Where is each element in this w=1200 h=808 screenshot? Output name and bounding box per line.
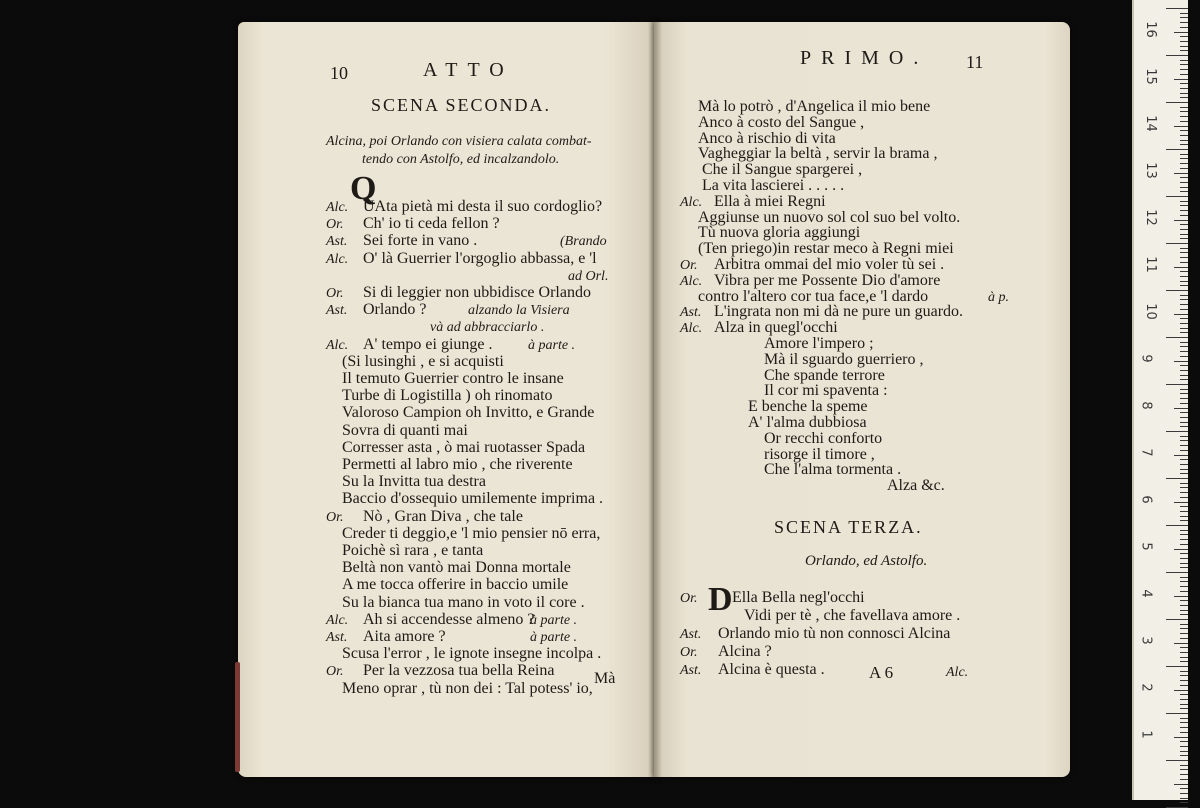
ruler-tick (1180, 304, 1188, 305)
ruler-number: 4 (1138, 589, 1154, 598)
ruler-tick (1180, 116, 1188, 117)
drop-cap: D (708, 581, 733, 618)
stage-direction: tendo con Astolfo, ed incalzandolo. (362, 152, 560, 167)
catchword: Mà (594, 670, 616, 687)
ruler-tick (1180, 224, 1188, 225)
ruler-tick (1180, 187, 1188, 188)
ruler-tick (1180, 17, 1188, 18)
ruler-tick (1180, 370, 1188, 371)
ruler-tick (1180, 450, 1188, 451)
ruler-tick (1180, 83, 1188, 84)
ruler-number: 3 (1138, 636, 1154, 645)
ruler-tick (1166, 243, 1188, 244)
ruler-tick (1180, 248, 1188, 249)
ruler-tick (1180, 765, 1188, 766)
ruler-tick (1174, 267, 1188, 268)
ruler-tick (1180, 36, 1188, 37)
verse-line: Baccio d'ossequio umilemente imprima . (342, 490, 604, 508)
ruler-tick (1180, 135, 1188, 136)
ruler-tick (1166, 55, 1188, 56)
right-page (654, 22, 1070, 777)
ruler-tick (1180, 403, 1188, 404)
ruler-tick (1180, 295, 1188, 296)
verse-line: Turbe di Logistilla ) oh rinomato (342, 387, 553, 405)
ruler-tick (1180, 506, 1188, 507)
speaker-label: Alc. (326, 612, 349, 628)
ruler-tick (1166, 196, 1188, 197)
verse-line: Alza &c. (887, 477, 945, 495)
ruler-tick (1180, 412, 1188, 413)
ruler-tick (1180, 708, 1188, 709)
speaker-label: Or. (680, 645, 698, 660)
ruler-tick (1180, 539, 1188, 540)
ruler-tick (1180, 661, 1188, 662)
ruler-number: 6 (1138, 495, 1154, 504)
ruler-tick (1180, 276, 1188, 277)
ruler-tick (1180, 722, 1188, 723)
ruler-tick (1180, 356, 1188, 357)
ruler-tick (1180, 177, 1188, 178)
ruler-tick (1180, 614, 1188, 615)
ruler-tick (1180, 389, 1188, 390)
ruler-tick (1180, 605, 1188, 606)
verse-line: (Si lusinghi , e si acquisti (342, 352, 504, 370)
speaker-label: Ast. (326, 234, 348, 250)
speaker-label: Ast. (326, 303, 348, 319)
stage-note: à parte . (528, 337, 576, 353)
ruler-tick (1180, 210, 1188, 211)
verse-line: A' tempo ei giunge . (363, 335, 493, 353)
verse-line: UAta pietà mi desta il suo cordoglio? (363, 198, 603, 215)
ruler-tick (1180, 88, 1188, 89)
ruler-tick (1174, 737, 1188, 738)
ruler-tick (1180, 788, 1188, 789)
verse-line: Mà il sguardo guerriero , (764, 350, 924, 368)
speaker-label: Ast. (680, 663, 702, 678)
ruler-tick (1180, 271, 1188, 272)
ruler-tick (1180, 97, 1188, 98)
ruler-tick (1180, 111, 1188, 112)
verse-line: Aggiunse un nuovo sol col suo bel volto. (698, 208, 961, 226)
verse-line: Nò , Gran Diva , che tale (363, 507, 523, 525)
ruler-tick (1180, 205, 1188, 206)
ruler-tick (1180, 704, 1188, 705)
verse-line: risorge il timore , (764, 445, 875, 463)
page-number: 10 (330, 63, 348, 83)
verse-line: Su la bianca tua mano in voto il core . (342, 593, 585, 611)
verse-line: Per la vezzosa tua bella Reina (363, 662, 555, 680)
ruler-tick (1180, 802, 1188, 803)
ruler-tick (1166, 102, 1188, 103)
verse-line: Ch' io ti ceda fellon ? (363, 215, 500, 233)
speaker-label: Alc. (326, 337, 349, 353)
open-book (238, 22, 1070, 780)
ruler-tick (1180, 544, 1188, 545)
ruler-number: 15 (1142, 68, 1158, 85)
ruler-tick (1180, 144, 1188, 145)
verse-line: Vibra per me Possente Dio d'amore (714, 271, 941, 289)
ruler-number: 14 (1142, 115, 1158, 132)
stage-note: (Brando (560, 234, 607, 250)
ruler-number: 8 (1138, 401, 1154, 410)
ruler-tick (1180, 624, 1188, 625)
verse-line: Alza in quegl'occhi (714, 319, 838, 337)
speaker-label: Ast. (326, 630, 348, 645)
ruler-tick (1180, 675, 1188, 676)
verse-line: La vita lascierei . . . . . (702, 177, 845, 194)
speaker-label: Or. (680, 258, 698, 273)
ruler-tick (1180, 191, 1188, 192)
stage-direction: Alcina, poi Orlando con visiera calata combat- (326, 134, 592, 149)
verse-line: Arbitra ommai del mio voler tù sei . (714, 256, 945, 273)
ruler-number: 2 (1138, 683, 1154, 692)
ruler-tick (1166, 572, 1188, 573)
ruler-tick (1166, 713, 1188, 714)
ruler-tick (1180, 445, 1188, 446)
verse-line: Vidi per tè , che favellava amore . (744, 607, 961, 624)
ruler-tick (1180, 365, 1188, 366)
ruler-tick (1174, 173, 1188, 174)
verse-line: contro l'altero cor tua face,e 'l dardo (698, 287, 929, 305)
verse-line: Ella à miei Regni (714, 192, 826, 210)
ruler-tick (1180, 511, 1188, 512)
ruler-tick (1180, 779, 1188, 780)
ruler-tick (1180, 422, 1188, 423)
ruler-tick (1180, 440, 1188, 441)
ruler-tick (1180, 50, 1188, 51)
left-page (238, 22, 656, 777)
verse-line: Alcina ? (718, 643, 772, 660)
verse-line: Anco à rischio di vita (698, 129, 836, 147)
verse-line: Beltà non vantò mai Donna mortale (342, 559, 571, 577)
ruler-tick (1180, 13, 1188, 14)
verse-line: Si di leggier non ubbidisce Orlando (363, 284, 591, 301)
ruler-tick (1174, 690, 1188, 691)
speaker-label: Or. (680, 591, 698, 606)
ruler-tick (1180, 393, 1188, 394)
ruler-tick (1166, 337, 1188, 338)
ruler-tick (1174, 596, 1188, 597)
verse-line: Amore l'impero ; (764, 335, 874, 352)
ruler-tick (1180, 567, 1188, 568)
speaker-label: Ast. (680, 305, 702, 321)
ruler-tick (1180, 746, 1188, 747)
ruler-tick (1174, 220, 1188, 221)
ruler-tick (1174, 784, 1188, 785)
ruler-tick (1180, 516, 1188, 517)
ruler-tick (1166, 149, 1188, 150)
ruler-tick (1180, 492, 1188, 493)
verse-line: Orlando ? (363, 301, 427, 319)
speaker-label: Or. (326, 664, 344, 680)
ruler-tick (1180, 121, 1188, 122)
ruler-tick (1180, 755, 1188, 756)
ruler-tick (1180, 201, 1188, 202)
stage-note: à parte . (530, 612, 578, 628)
ruler-number: 9 (1138, 354, 1154, 363)
verse-line: Meno oprar , tù non dei : Tal potess' io, (342, 679, 593, 697)
ruler-tick (1174, 549, 1188, 550)
ruler-tick (1180, 591, 1188, 592)
ruler-tick (1180, 487, 1188, 488)
ruler-tick (1180, 633, 1188, 634)
stage-note: và ad abbracciarlo . (430, 320, 545, 336)
ruler-tick (1180, 520, 1188, 521)
running-head: PRIMO. (800, 47, 929, 69)
ruler-tick (1166, 619, 1188, 620)
ruler-tick (1180, 27, 1188, 28)
verse-line: Vagheggiar la beltà , servir la brama , (698, 145, 938, 163)
ruler-tick (1180, 234, 1188, 235)
ruler-tick (1180, 553, 1188, 554)
ruler-tick (1180, 534, 1188, 535)
ruler-tick (1174, 32, 1188, 33)
ruler-tick (1180, 798, 1188, 799)
book-gutter (648, 22, 662, 777)
verse-line: A me tocca offerire in baccio umile (342, 576, 569, 594)
ruler-tick (1174, 79, 1188, 80)
ruler-tick (1180, 163, 1188, 164)
verse-line: Permetti al labro mio , che riverente (342, 456, 573, 473)
ruler-tick (1180, 483, 1188, 484)
verse-line: Su la Invitta tua destra (342, 473, 486, 491)
ruler-tick (1180, 158, 1188, 159)
verse-line: Mà lo potrò , d'Angelica il mio bene (698, 98, 931, 115)
ruler-tick (1180, 140, 1188, 141)
ruler-tick (1180, 459, 1188, 460)
verse-line: L'ingrata non mi dà ne pure un guardo. (714, 303, 964, 321)
verse-line: Che il Sangue spargerei , (702, 161, 863, 179)
scene-persons: Orlando, ed Astolfo. (805, 553, 928, 569)
ruler-tick (1174, 643, 1188, 644)
ruler-tick (1180, 558, 1188, 559)
ruler-number: 10 (1142, 303, 1158, 320)
ruler-tick (1166, 760, 1188, 761)
verse-line: Che spande terrore (764, 366, 885, 384)
ruler-tick (1180, 774, 1188, 775)
verse-line: Scusa l'error , le ignote insegne incolpa . (342, 645, 602, 663)
ruler-tick (1166, 290, 1188, 291)
stage-note: à p. (988, 289, 1009, 305)
ruler-tick (1180, 563, 1188, 564)
ruler-tick (1180, 375, 1188, 376)
ruler-tick (1180, 647, 1188, 648)
ruler-tick (1180, 281, 1188, 282)
ruler-tick (1180, 46, 1188, 47)
ruler-tick (1180, 600, 1188, 601)
ruler-number: 5 (1138, 542, 1154, 551)
speaker-label: Or. (326, 217, 344, 233)
ruler-tick (1180, 323, 1188, 324)
ruler-tick (1180, 332, 1188, 333)
verse-line: E benche la speme (748, 398, 868, 416)
ruler-tick (1180, 74, 1188, 75)
ruler-tick (1180, 793, 1188, 794)
verse-line: Valoroso Campion oh Invitto, e Grande (342, 404, 595, 422)
ruler-tick (1180, 285, 1188, 286)
ruler-tick (1180, 69, 1188, 70)
ruler-tick (1174, 502, 1188, 503)
ruler-tick (1180, 22, 1188, 23)
ruler-tick (1180, 107, 1188, 108)
ruler-tick (1180, 379, 1188, 380)
speaker-label: Ast. (680, 627, 702, 642)
ruler-tick (1180, 741, 1188, 742)
ruler-tick (1180, 769, 1188, 770)
verse-line: Poichè sì rara , e tanta (342, 542, 484, 559)
speaker-label: Or. (326, 509, 344, 525)
running-head: ATTO (423, 59, 514, 81)
ruler-tick (1180, 154, 1188, 155)
ruler-tick (1180, 657, 1188, 658)
ruler-tick (1174, 408, 1188, 409)
ruler-tick (1166, 384, 1188, 385)
ruler-tick (1180, 694, 1188, 695)
speaker-label: Alc. (680, 273, 703, 289)
ruler-tick (1180, 469, 1188, 470)
ruler-tick (1180, 718, 1188, 719)
ruler-tick (1180, 638, 1188, 639)
scene-title: SCENA SECONDA. (371, 95, 552, 115)
ruler-number: 16 (1142, 21, 1158, 38)
ruler-tick (1180, 610, 1188, 611)
ruler-tick (1180, 671, 1188, 672)
ruler-tick (1180, 628, 1188, 629)
ruler-tick (1180, 309, 1188, 310)
ruler-number: 12 (1142, 209, 1158, 226)
verse-line: Tù nuova gloria aggiungi (698, 224, 861, 242)
ruler-tick (1180, 318, 1188, 319)
ruler-tick (1180, 342, 1188, 343)
ruler-tick (1180, 41, 1188, 42)
ruler-number: 13 (1142, 162, 1158, 179)
verse-line: Aita amore ? (363, 628, 446, 645)
drop-cap: Q (350, 170, 377, 207)
ruler-tick (1180, 680, 1188, 681)
ruler-tick (1180, 417, 1188, 418)
ruler-tick (1180, 586, 1188, 587)
ruler-tick (1180, 436, 1188, 437)
verse-line: Sei forte in vano . (363, 232, 478, 250)
ruler-tick (1180, 751, 1188, 752)
speaker-label: Alc. (680, 321, 703, 337)
verse-line: Alcina è questa . (718, 661, 825, 678)
ruler-tick (1180, 64, 1188, 65)
verse-line: Ah si accendesse almeno ? (363, 610, 535, 628)
ruler-tick (1180, 530, 1188, 531)
verse-line: Or recchi conforto (764, 429, 883, 447)
verse-line: Creder ti deggio,e 'l mio pensier nō erra, (342, 524, 601, 542)
signature-mark: A 6 (869, 663, 894, 682)
speaker-label: Alc. (326, 200, 349, 215)
verse-line: Corresser asta , ò mai ruotasser Spada (342, 438, 586, 456)
scene-title: SCENA TERZA. (774, 517, 923, 537)
ruler-tick (1180, 652, 1188, 653)
ruler-tick (1180, 346, 1188, 347)
ruler-tick (1166, 525, 1188, 526)
ruler-tick (1166, 478, 1188, 479)
ruler-tick (1166, 666, 1188, 667)
ruler-tick (1180, 238, 1188, 239)
ruler-tick (1180, 93, 1188, 94)
ruler-tick (1166, 431, 1188, 432)
speaker-label: Alc. (680, 194, 703, 210)
stage-note: alzando la Visiera (468, 303, 570, 319)
ruler-tick (1180, 182, 1188, 183)
ruler-tick (1180, 426, 1188, 427)
ruler-tick (1180, 685, 1188, 686)
ruler-tick (1180, 581, 1188, 582)
ruler-tick (1180, 168, 1188, 169)
ruler-number: 1 (1138, 730, 1154, 739)
ruler-tick (1174, 361, 1188, 362)
verse-line: A' l'alma dubbiosa (748, 414, 867, 431)
ruler-number: 7 (1138, 448, 1154, 457)
verse-line: Il temuto Guerrier contro le insane (342, 370, 564, 387)
ruler-number: 11 (1142, 256, 1158, 273)
page-number: 11 (966, 52, 984, 72)
speaker-label: Or. (326, 286, 344, 301)
ruler-tick (1180, 577, 1188, 578)
verse-line: O' là Guerrier l'orgoglio abbassa, e 'l (363, 249, 597, 267)
ruler-tick (1180, 351, 1188, 352)
speaker-label: Alc. (326, 251, 349, 267)
ruler-tick (1174, 126, 1188, 127)
ruler-tick (1180, 497, 1188, 498)
ruler-tick (1180, 727, 1188, 728)
ruler-tick (1180, 473, 1188, 474)
ruler-tick (1180, 328, 1188, 329)
ruler-tick (1180, 215, 1188, 216)
ruler-tick (1180, 262, 1188, 263)
ruler-tick (1180, 299, 1188, 300)
catchword: Alc. (946, 665, 969, 680)
ruler-tick (1180, 257, 1188, 258)
ruler-tick (1180, 398, 1188, 399)
ruler-tick (1180, 229, 1188, 230)
verse-line: Ella Bella negl'occhi (732, 589, 865, 606)
verse-line: Orlando mio tù non connosci Alcina (718, 625, 951, 642)
ruler-tick (1180, 252, 1188, 253)
measuring-ruler (1132, 0, 1188, 800)
ruler-tick (1180, 60, 1188, 61)
ruler-tick (1174, 314, 1188, 315)
verse-line: (Ten priego)in restar meco à Regni miei (698, 240, 954, 258)
ruler-tick (1174, 455, 1188, 456)
verse-line: Il cor mi spaventa : (764, 382, 888, 400)
verse-line: Sovra di quanti mai (342, 421, 468, 439)
ruler-tick (1180, 699, 1188, 700)
ruler-tick (1180, 464, 1188, 465)
stage-note: ad Orl. (568, 268, 609, 284)
verse-line: Che l'alma tormenta . (764, 461, 902, 479)
ruler-tick (1180, 732, 1188, 733)
stage-note: à parte . (530, 630, 578, 645)
ruler-tick (1166, 8, 1188, 9)
ruler-tick (1180, 130, 1188, 131)
verse-line: Anco à costo del Sangue , (698, 113, 865, 131)
